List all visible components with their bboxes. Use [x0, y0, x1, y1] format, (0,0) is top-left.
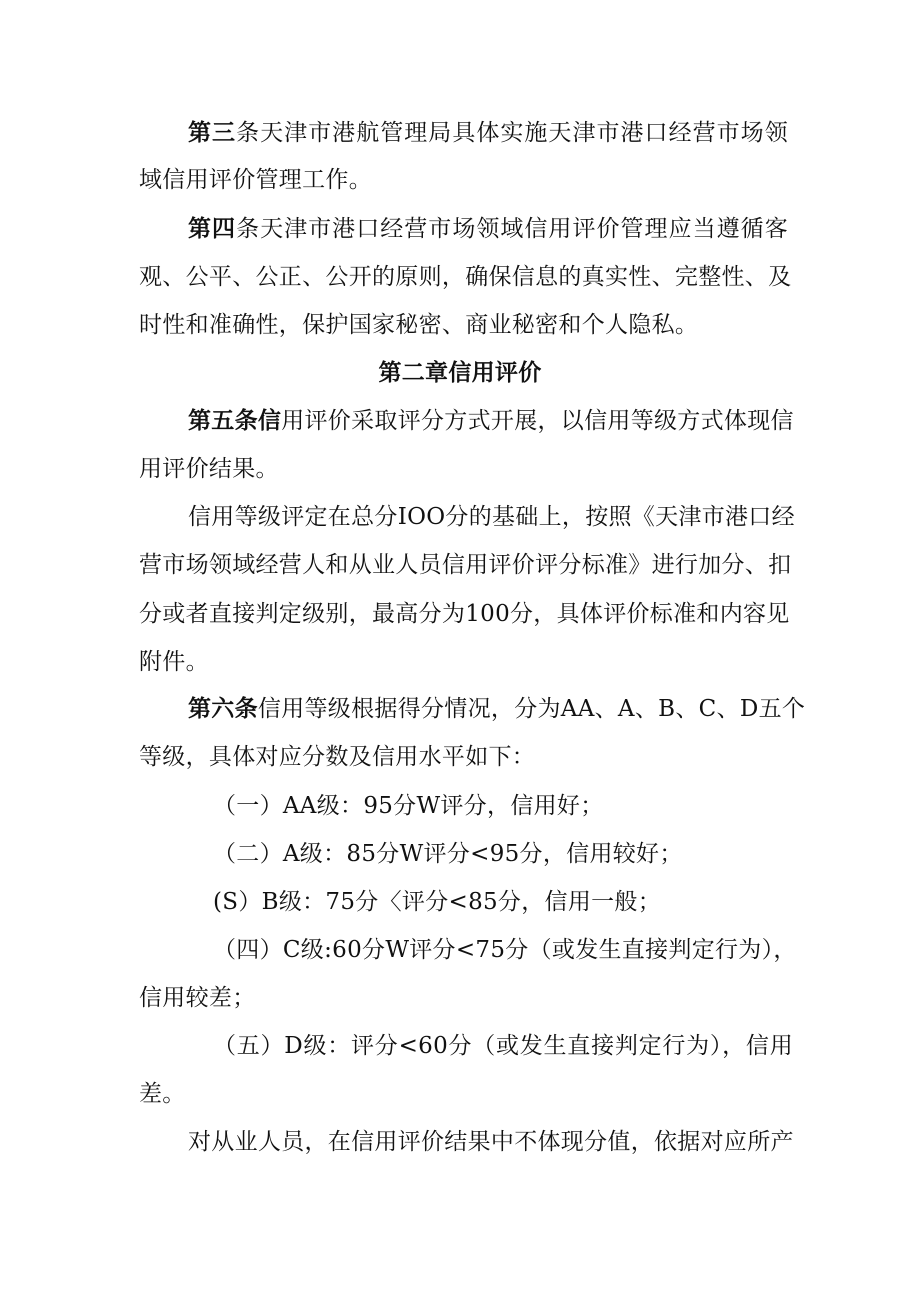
article-3-line-1: 第三条天津市港航管理局具体实施天津市港口经营市场领 [188, 120, 788, 146]
article-5-line-1: 第五条信用评价采取评分方式开展，以信用等级方式体现信 [188, 408, 794, 434]
level-item-c-line-1: （四）C级:60分W评分<75分（或发生直接判定行为）， [213, 937, 797, 963]
article-3-label: 第三 [188, 120, 237, 146]
article-6-line-1: 第六条信用等级根据得分情况，分为AA、A、B、C、D五个 [188, 696, 806, 722]
scoring-paragraph-line-4: 附件。 [139, 649, 209, 675]
article-6-label: 第六条 [188, 696, 258, 722]
article-4-label: 第四 [188, 216, 237, 242]
chapter-heading: 第二章信用评价 [378, 360, 542, 386]
article-5-label: 第五条信 [188, 408, 282, 434]
scoring-paragraph-line-2: 营市场领域经营人和从业人员信用评价评分标准》进行加分、扣 [139, 552, 792, 578]
article-5-line-2: 用评价结果。 [139, 456, 279, 482]
level-item-a: （二）A级：85分W评分<95分，信用较好； [213, 841, 683, 867]
article-4-line-2: 观、公平、公正、公开的原则，确保信息的真实性、完整性、及 [139, 264, 792, 290]
level-item-b: (S）B级：75分〈评分<85分，信用一般； [213, 889, 662, 915]
article-4-line-1: 第四条天津市港口经营市场领域信用评价管理应当遵循客 [188, 216, 788, 242]
article-3-line-2: 域信用评价管理工作。 [139, 167, 372, 193]
level-item-d-line-1: （五）D级：评分<60分（或发生直接判定行为），信用 [213, 1033, 793, 1059]
level-item-aa: （一）AA级：95分W评分，信用好； [213, 793, 604, 819]
level-item-c-line-2: 信用较差； [139, 985, 256, 1011]
staff-paragraph-line-1: 对从业人员，在信用评价结果中不体现分值，依据对应所产 [188, 1129, 794, 1155]
article-6-line-2: 等级，具体对应分数及信用水平如下： [139, 744, 536, 770]
level-item-d-line-2: 差。 [139, 1081, 186, 1107]
scoring-paragraph-line-3: 分或者直接判定级别，最高分为100分，具体评价标准和内容见 [139, 601, 790, 627]
article-4-line-3: 时性和准确性，保护国家秘密、商业秘密和个人隐私。 [139, 312, 699, 338]
scoring-paragraph-line-1: 信用等级评定在总分IOO分的基础上，按照《天津市港口经 [188, 504, 795, 530]
